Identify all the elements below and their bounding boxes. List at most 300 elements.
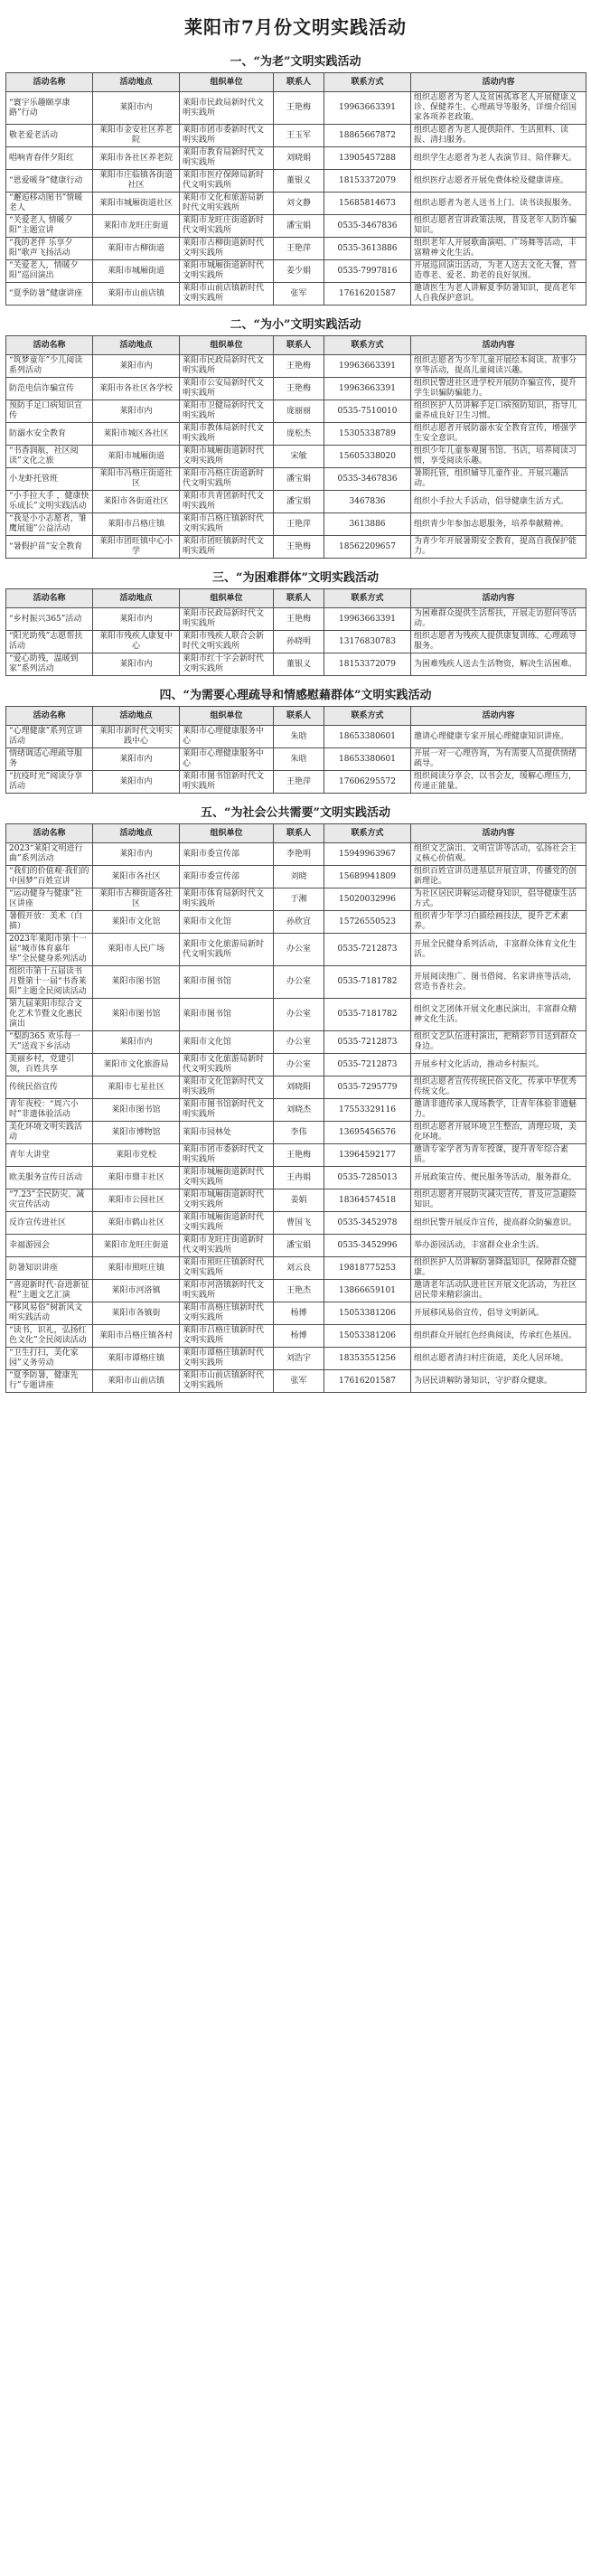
table-row (6, 193, 586, 215)
cell-phone: 0535-7181782 (324, 999, 411, 1031)
cell-org: 莱阳市委宣传部 (180, 843, 274, 866)
column-header: 联系方式 (324, 707, 411, 726)
cell-org: 莱阳市吕格庄镇新时代文明实践所 (180, 1325, 274, 1348)
cell-org: 莱阳市卫健局新时代文明实践所 (180, 400, 274, 423)
table-row (6, 468, 586, 491)
cell-phone: 0535-3467836 (324, 215, 411, 238)
cell-name: “我们的价值观·我们的中国梦”百姓宣讲 (6, 866, 93, 888)
cell-name: “卫生打扫，美化家园”义务劳动 (6, 1348, 93, 1370)
cell-place: 莱阳市城厢街道 (93, 260, 180, 283)
cell-contact: 潘宝娟 (274, 468, 324, 491)
cell-phone: 13905457288 (324, 147, 411, 170)
table-row (6, 888, 586, 911)
cell-org: 莱阳市团市委新时代文明实践所 (180, 125, 274, 147)
cell-phone: 19963663391 (324, 608, 411, 631)
cell-org: 莱阳市山前店镇新时代文明实践所 (180, 283, 274, 306)
cell-name: 青年夜校：“周六小时”非遗体验活动 (6, 1099, 93, 1122)
cell-name: “暑假护苗”安全教育 (6, 536, 93, 559)
cell-phone: 18562209657 (324, 536, 411, 559)
cell-phone: 13176830783 (324, 631, 411, 653)
table-row (6, 446, 586, 468)
table-row (6, 1370, 586, 1393)
table-row (6, 866, 586, 888)
cell-phone: 18653380601 (324, 726, 411, 748)
cell-org: 莱阳市古柳街道新时代文明实践所 (180, 238, 274, 260)
cell-phone: 3467836 (324, 491, 411, 513)
cell-content: 为困难残疾人送去生活物资，解决生活困难。 (411, 653, 586, 676)
cell-content: 组织阅读分享会，以书会友，缓解心理压力，传递正能量。 (411, 771, 586, 794)
cell-org: 莱阳市心理健康服务中心 (180, 726, 274, 748)
cell-place: 莱阳市各社区各学校 (93, 378, 180, 400)
cell-content: 开展移风易俗宣传，倡导文明新风。 (411, 1302, 586, 1325)
cell-contact: 曹国飞 (274, 1212, 324, 1235)
cell-contact: 张军 (274, 1370, 324, 1393)
cell-contact: 宋敏 (274, 446, 324, 468)
cell-phone: 13695456576 (324, 1122, 411, 1144)
cell-content: 组织志愿者宣讲政策法规，普及老年人防诈骗知识。 (411, 215, 586, 238)
cell-contact: 刘文静 (274, 193, 324, 215)
table-row (6, 1325, 586, 1348)
cell-org: 莱阳市城厢街道新时代文明实践所 (180, 446, 274, 468)
table-row (6, 92, 586, 125)
cell-org: 莱阳市残疾人联合会新时代文明实践所 (180, 631, 274, 653)
cell-place: 莱阳市文化馆 (93, 911, 180, 934)
cell-name: “恩爱暖身”健康行动 (6, 170, 93, 193)
cell-name: 2023“莱阳文明进行曲”系列活动 (6, 843, 93, 866)
table-row (6, 1122, 586, 1144)
cell-phone: 0535-3452996 (324, 1235, 411, 1257)
table-row (6, 423, 586, 446)
cell-content: 邀请心理健康专家开展心理健康知识讲座。 (411, 726, 586, 748)
cell-content: 组织民警开展反诈宣传，提高群众防骗意识。 (411, 1212, 586, 1235)
cell-place: 莱阳市内 (93, 400, 180, 423)
cell-content: 组织青少年参加志愿服务，培养奉献精神。 (411, 513, 586, 536)
table-row (6, 1144, 586, 1167)
cell-name: “夏季防暑”健康讲座 (6, 283, 93, 306)
cell-place: 莱阳市内 (93, 843, 180, 866)
column-header: 活动名称 (6, 73, 93, 92)
cell-place: 莱阳市内 (93, 748, 180, 771)
cell-name: “关爱老人，情暖夕阳”巡回演出 (6, 260, 93, 283)
cell-name: “夏季防暑，健康先行”专题讲座 (6, 1370, 93, 1393)
cell-name: 美丽乡村，党建引领，百姓共享 (6, 1054, 93, 1076)
cell-place: 莱阳市博物馆 (93, 1122, 180, 1144)
cell-phone: 13964592177 (324, 1144, 411, 1167)
cell-name: 幸福游园会 (6, 1235, 93, 1257)
cell-place: 莱阳市党校 (93, 1144, 180, 1167)
cell-content: 为居民讲解防暑知识，守护群众健康。 (411, 1370, 586, 1393)
table-row (6, 1302, 586, 1325)
cell-phone: 18353551256 (324, 1348, 411, 1370)
cell-name: “小手拉大手 ，健康快乐成长”文明实践活动 (6, 491, 93, 513)
cell-contact: 李伟 (274, 1122, 324, 1144)
cell-content: 邀请非遗传承人现场教学，让青年体验非遗魅力。 (411, 1099, 586, 1122)
cell-place: 莱阳市吕格庄镇 (93, 513, 180, 536)
cell-place: 莱阳市龙旺庄街道 (93, 215, 180, 238)
cell-contact: 办公室 (274, 999, 324, 1031)
cell-content: 组织文艺演出、文明宣讲等活动，弘扬社会主义核心价值观。 (411, 843, 586, 866)
cell-contact: 刘晓杰 (274, 1099, 324, 1122)
cell-org: 莱阳市图书馆 (180, 999, 274, 1031)
cell-name: 传统民俗宣传 (6, 1076, 93, 1099)
cell-contact: 董银义 (274, 170, 324, 193)
cell-contact: 刘晓阳 (274, 1076, 324, 1099)
cell-org: 莱阳市民政局新时代文明实践所 (180, 355, 274, 378)
cell-phone: 0535-3613886 (324, 238, 411, 260)
table-row (6, 1280, 586, 1302)
cell-phone: 19963663391 (324, 92, 411, 125)
cell-phone: 0535-7212873 (324, 1054, 411, 1076)
cell-content: 组织群众开展红色经典阅读，传承红色基因。 (411, 1325, 586, 1348)
cell-content: 组织医护人员讲解手足口病预防知识，指导儿童养成良好卫生习惯。 (411, 400, 586, 423)
column-header: 活动名称 (6, 824, 93, 843)
cell-content: 暑期托管，组织辅导儿童作业、开展兴趣活动。 (411, 468, 586, 491)
column-header: 组织单位 (180, 73, 274, 92)
cell-place: 莱阳市内 (93, 608, 180, 631)
cell-name: 欧美服务宣传日活动 (6, 1167, 93, 1189)
cell-phone: 18364574518 (324, 1189, 411, 1212)
cell-org: 莱阳市城厢街道新时代文明实践所 (180, 1212, 274, 1235)
cell-content: 开展乡村文化活动，推动乡村振兴。 (411, 1054, 586, 1076)
cell-content: 组织志愿者为老人送书上门、读书读报服务。 (411, 193, 586, 215)
cell-contact: 王艳萍 (274, 238, 324, 260)
cell-name: 小龙虾托管班 (6, 468, 93, 491)
table-header-row (6, 707, 586, 726)
activity-table (5, 706, 586, 794)
column-header: 活动内容 (411, 824, 586, 843)
table-row (6, 215, 586, 238)
cell-phone: 15949963967 (324, 843, 411, 866)
cell-name: “移风易俗”树新风文明实践活动 (6, 1302, 93, 1325)
cell-name: “寰宇乐趣颐享康路”行动 (6, 92, 93, 125)
cell-contact: 王艳萍 (274, 771, 324, 794)
cell-contact: 刘晓 (274, 866, 324, 888)
cell-name: 美化环境文明实践活动 (6, 1122, 93, 1144)
cell-contact: 庞松杰 (274, 423, 324, 446)
cell-place: 莱阳市城厢街道社区 (93, 193, 180, 215)
cell-org: 莱阳市体育局新时代文明实践所 (180, 888, 274, 911)
table-row (6, 125, 586, 147)
cell-contact: 孙晓明 (274, 631, 324, 653)
cell-contact: 王艳梅 (274, 1144, 324, 1167)
cell-content: 组织医护人员讲解防暑降温知识，保障群众健康。 (411, 1257, 586, 1280)
table-header-row (6, 824, 586, 843)
cell-place: 莱阳市图书馆 (93, 999, 180, 1031)
cell-place: 莱阳市内 (93, 653, 180, 676)
cell-contact: 朱晗 (274, 726, 324, 748)
cell-contact: 董银义 (274, 653, 324, 676)
table-row (6, 1257, 586, 1280)
cell-phone: 15305338789 (324, 423, 411, 446)
cell-contact: 王艳梅 (274, 355, 324, 378)
cell-name: “关爱老人 情暖夕阳”主题宣讲 (6, 215, 93, 238)
cell-content: 组织文艺团体开展文化惠民演出，丰富群众精神文化生活。 (411, 999, 586, 1031)
cell-content: 开展巡回演出活动，为老人送去文化大餐，营造尊老、爱老、助老的良好氛围。 (411, 260, 586, 283)
cell-phone: 19963663391 (324, 378, 411, 400)
cell-org: 莱阳市文化馆 (180, 1031, 274, 1054)
cell-place: 莱阳市龙旺庄街道 (93, 1235, 180, 1257)
cell-phone: 18865667872 (324, 125, 411, 147)
cell-name: 组织市第十五届读书月暨第十一届“书香莱阳”主题全民阅读活动 (6, 966, 93, 999)
cell-phone: 18153372079 (324, 170, 411, 193)
column-header: 活动内容 (411, 336, 586, 355)
cell-org: 莱阳市团旺镇新时代文明实践所 (180, 536, 274, 559)
table-row (6, 1099, 586, 1122)
cell-contact: 办公室 (274, 966, 324, 999)
cell-place: 莱阳市公园社区 (93, 1189, 180, 1212)
cell-phone: 0535-7510010 (324, 400, 411, 423)
cell-content: 开展阅读推广、图书借阅、名家讲座等活动，营造书香社会。 (411, 966, 586, 999)
activity-table (5, 823, 586, 1393)
cell-org: 莱阳市龙旺庄街道新时代文明实践所 (180, 215, 274, 238)
table-row (6, 378, 586, 400)
column-header: 活动名称 (6, 589, 93, 608)
column-header: 联系人 (274, 707, 324, 726)
cell-contact: 王艳萍 (274, 513, 324, 536)
cell-org: 莱阳市图书馆新时代文明实践所 (180, 1099, 274, 1122)
cell-content: 组织少年儿童参观图书馆、书店，培养阅读习惯，享受阅读乐趣。 (411, 446, 586, 468)
sections-container (0, 46, 591, 1396)
cell-place: 莱阳市古柳街道各社区 (93, 888, 180, 911)
cell-phone: 17606295572 (324, 771, 411, 794)
cell-place: 莱阳市内 (93, 355, 180, 378)
cell-phone: 18653380601 (324, 748, 411, 771)
cell-org: 莱阳市文化旅游局新时代文明实践所 (180, 934, 274, 966)
cell-content: 举办游园活动，丰富群众业余生活。 (411, 1235, 586, 1257)
column-header: 活动内容 (411, 73, 586, 92)
cell-place: 莱阳市鹤山社区 (93, 1212, 180, 1235)
table-header-row (6, 336, 586, 355)
cell-name: 情绪调适心理疏导服务 (6, 748, 93, 771)
cell-contact: 王艳梅 (274, 378, 324, 400)
section-title: 五、“为社会公共需要”文明实践活动 (201, 806, 390, 820)
table-row (6, 631, 586, 653)
table-row (6, 1189, 586, 1212)
cell-contact: 王艳杰 (274, 1280, 324, 1302)
document-title: 莱阳市7月份文明实践活动 (184, 16, 407, 38)
column-header: 联系方式 (324, 824, 411, 843)
cell-phone: 0535-7212873 (324, 934, 411, 966)
cell-content: 组织志愿者开展环境卫生整治，清理垃圾，美化环境。 (411, 1122, 586, 1144)
column-header: 活动地点 (93, 73, 180, 92)
cell-org: 莱阳市河洛镇新时代文明实践所 (180, 1280, 274, 1302)
cell-content: 组织志愿者为老人及贫困孤寡老人开展健康义诊、保健养生、心理疏导等服务，详细介绍国家各项养老政策。 (411, 92, 586, 125)
column-header: 联系方式 (324, 73, 411, 92)
cell-name: “心理健康”系列宣讲活动 (6, 726, 93, 748)
cell-contact: 王艳梅 (274, 608, 324, 631)
cell-name: “我的老伴 乐享夕阳”歌声飞扬活动 (6, 238, 93, 260)
table-row (6, 1167, 586, 1189)
table-row (6, 491, 586, 513)
cell-name: “梨韵365 欢乐每一天”送戏下乡活动 (6, 1031, 93, 1054)
cell-name: 敬老爱老活动 (6, 125, 93, 147)
cell-contact: 庞丽丽 (274, 400, 324, 423)
cell-phone: 15053381206 (324, 1302, 411, 1325)
cell-name: “爱心助残，温暖到家”系列活动 (6, 653, 93, 676)
cell-org: 莱阳市公安局新时代文明实践所 (180, 378, 274, 400)
column-header: 联系人 (274, 336, 324, 355)
column-header: 联系方式 (324, 336, 411, 355)
cell-content: 开展全民健身系列活动，丰富群众体育文化生活。 (411, 934, 586, 966)
cell-phone: 15685814673 (324, 193, 411, 215)
cell-phone: 0535-7181782 (324, 966, 411, 999)
cell-name: “筑梦童年”少儿阅读系列活动 (6, 355, 93, 378)
cell-place: 莱阳市内 (93, 771, 180, 794)
activity-table (5, 588, 586, 676)
column-header: 活动地点 (93, 707, 180, 726)
cell-org: 莱阳市谭格庄镇新时代文明实践所 (180, 1348, 274, 1370)
section-title: 二、“为小”文明实践活动 (230, 318, 361, 332)
table-row (6, 608, 586, 631)
cell-org: 莱阳市城厢街道新时代文明实践所 (180, 1189, 274, 1212)
cell-phone: 3613886 (324, 513, 411, 536)
cell-org: 莱阳市心理健康服务中心 (180, 748, 274, 771)
table-row (6, 1054, 586, 1076)
cell-phone: 17616201587 (324, 283, 411, 306)
cell-content: 组织志愿者开展防灾减灾宣传，普及应急避险知识。 (411, 1189, 586, 1212)
cell-contact: 王艳梅 (274, 92, 324, 125)
activity-table (5, 72, 586, 306)
table-row (6, 536, 586, 559)
column-header: 活动名称 (6, 336, 93, 355)
cell-name: 预防手足口病知识宣传 (6, 400, 93, 423)
cell-place: 莱阳市冯格庄街道社区 (93, 468, 180, 491)
table-row (6, 1212, 586, 1235)
cell-contact: 王玉军 (274, 125, 324, 147)
cell-content: 组织志愿者清扫村庄街道，美化人居环境。 (411, 1348, 586, 1370)
cell-place: 莱阳市图书馆 (93, 1099, 180, 1122)
cell-phone: 15053381206 (324, 1325, 411, 1348)
cell-place: 莱阳市古柳街道 (93, 238, 180, 260)
cell-contact: 张军 (274, 283, 324, 306)
cell-phone: 19963663391 (324, 355, 411, 378)
cell-place: 莱阳市吕格庄镇各村 (93, 1325, 180, 1348)
table-row (6, 1235, 586, 1257)
table-row (6, 1348, 586, 1370)
cell-content: 开展一对一心理咨询，为有需要人员提供情绪疏导。 (411, 748, 586, 771)
cell-place: 莱阳市各街道社区 (93, 491, 180, 513)
cell-place: 莱阳市庄临镇各街道社区 (93, 170, 180, 193)
cell-contact: 孙欣宜 (274, 911, 324, 934)
cell-org: 莱阳市文化旅游局新时代文明实践所 (180, 1054, 274, 1076)
cell-org: 莱阳市民政局新时代文明实践所 (180, 92, 274, 125)
cell-place: 莱阳市鼎丰社区 (93, 1167, 180, 1189)
cell-contact: 朱晗 (274, 748, 324, 771)
cell-content: 组织志愿者为少年儿童开展绘本阅读、故事分享等活动，提高儿童阅读兴趣。 (411, 355, 586, 378)
cell-org: 莱阳市园林处 (180, 1122, 274, 1144)
table-row (6, 999, 586, 1031)
column-header: 组织单位 (180, 824, 274, 843)
cell-org: 莱阳市龙旺庄街道新时代文明实践所 (180, 1235, 274, 1257)
cell-contact: 于湘 (274, 888, 324, 911)
table-row (6, 513, 586, 536)
cell-name: 唱响青春伴夕阳红 (6, 147, 93, 170)
cell-contact: 李艳明 (274, 843, 324, 866)
cell-name: 防溺水安全教育 (6, 423, 93, 446)
cell-place: 莱阳市人民广场 (93, 934, 180, 966)
cell-contact: 潘宝娟 (274, 215, 324, 238)
cell-org: 莱阳市山前店镇新时代文明实践所 (180, 1370, 274, 1393)
cell-contact: 刘云良 (274, 1257, 324, 1280)
cell-org: 莱阳市冯格庄街道新时代文明实践所 (180, 468, 274, 491)
cell-content: 邀请老年活动队进社区开展文化活动，为社区居民带来精彩演出。 (411, 1280, 586, 1302)
cell-phone: 15689941809 (324, 866, 411, 888)
cell-phone: 15605338020 (324, 446, 411, 468)
cell-phone: 13866659101 (324, 1280, 411, 1302)
cell-content: 为困难群众提供生活帮扶，开展走访慰问等活动。 (411, 608, 586, 631)
cell-contact: 姜娟 (274, 1189, 324, 1212)
cell-phone: 15726550523 (324, 911, 411, 934)
cell-place: 莱阳市残疾人康复中心 (93, 631, 180, 653)
column-header: 联系人 (274, 589, 324, 608)
cell-name: “运动健身与健康”社区讲座 (6, 888, 93, 911)
table-row (6, 238, 586, 260)
table-row (6, 400, 586, 423)
cell-org: 莱阳市红十字会新时代文明实践所 (180, 653, 274, 676)
cell-content: 组织志愿者宣传传统民俗文化，传承中华优秀传统文化。 (411, 1076, 586, 1099)
cell-contact: 姜少娟 (274, 260, 324, 283)
table-row (6, 260, 586, 283)
cell-phone: 0535-7997816 (324, 260, 411, 283)
table-row (6, 966, 586, 999)
cell-content: 为青少年开展暑期安全教育，提高自我保护能力。 (411, 536, 586, 559)
cell-org: 莱阳市教育局新时代文明实践所 (180, 147, 274, 170)
table-row (6, 653, 586, 676)
cell-place: 莱阳市照旺庄镇 (93, 1257, 180, 1280)
cell-name: 防暑知识讲座 (6, 1257, 93, 1280)
cell-place: 莱阳市城厢街道 (93, 446, 180, 468)
cell-contact: 刘晓娟 (274, 147, 324, 170)
cell-contact: 王冉娟 (274, 1167, 324, 1189)
cell-place: 莱阳市图书馆 (93, 966, 180, 999)
cell-place: 莱阳市内 (93, 92, 180, 125)
cell-name: 暑假开放：美术（白描） (6, 911, 93, 934)
table-row (6, 771, 586, 794)
table-row (6, 843, 586, 866)
cell-content: 为社区居民讲解运动健身知识，倡导健康生活方式。 (411, 888, 586, 911)
cell-content: 组织志愿者为残疾人提供康复训练、心理疏导服务。 (411, 631, 586, 653)
cell-org: 莱阳市照旺庄镇新时代文明实践所 (180, 1257, 274, 1280)
cell-contact: 办公室 (274, 1054, 324, 1076)
cell-content: 组织青少年学习白描绘画技法，提升艺术素养。 (411, 911, 586, 934)
cell-org: 莱阳市委宣传部 (180, 866, 274, 888)
cell-place: 莱阳市金安社区养老院 (93, 125, 180, 147)
cell-org: 莱阳市教体局新时代文明实践所 (180, 423, 274, 446)
cell-phone: 17553329116 (324, 1099, 411, 1122)
cell-name: 第九届莱阳市综合文化艺术节暨文化惠民演出 (6, 999, 93, 1031)
table-row (6, 726, 586, 748)
cell-content: 邀请专家学者为青年授课，提升青年综合素质。 (411, 1144, 586, 1167)
cell-place: 莱阳市各社区 (93, 866, 180, 888)
cell-name: 反诈宣传进社区 (6, 1212, 93, 1235)
cell-contact: 刘浩宇 (274, 1348, 324, 1370)
cell-content: 组织志愿者开展防溺水安全教育宣传，增强学生安全意识。 (411, 423, 586, 446)
section-gap (0, 1393, 591, 1396)
column-header: 联系方式 (324, 589, 411, 608)
cell-content: 组织小手拉大手活动，倡导健康生活方式。 (411, 491, 586, 513)
cell-content: 组织老年人开展歌曲演唱、广场舞等活动，丰富精神文化生活。 (411, 238, 586, 260)
cell-phone: 18153372079 (324, 653, 411, 676)
cell-phone: 0535-3452978 (324, 1212, 411, 1235)
column-header: 组织单位 (180, 589, 274, 608)
cell-place: 莱阳市各社区养老院 (93, 147, 180, 170)
column-header: 活动内容 (411, 707, 586, 726)
table-row (6, 170, 586, 193)
cell-place: 莱阳市文化旅游局 (93, 1054, 180, 1076)
column-header: 组织单位 (180, 707, 274, 726)
cell-name: “邂逅移动图书”情暖老人 (6, 193, 93, 215)
table-row (6, 911, 586, 934)
